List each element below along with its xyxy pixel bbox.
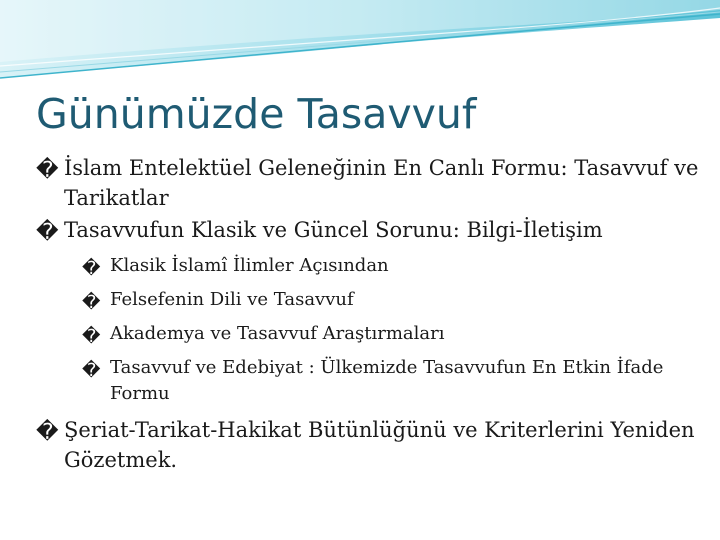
list-item xyxy=(36,153,706,213)
slide-title: Günümüzde Tasavvuf xyxy=(36,90,477,138)
list-item xyxy=(36,415,706,475)
list-item-text: İslam Entelektüel Geleneğinin En Canlı Formu: Tasavvuf ve Tarikatlar xyxy=(64,156,699,210)
bullet-icon: � xyxy=(82,360,101,381)
list-item xyxy=(36,253,706,279)
bullet-icon: � xyxy=(82,258,101,279)
list-item-text: Klasik İslamî İlimler Açısından xyxy=(110,255,389,276)
header-wave-decoration xyxy=(0,0,720,90)
list-item-text: Tasavvuf ve Edebiyat : Ülkemizde Tasavvufun En Etkin İfade Formu xyxy=(110,357,664,404)
bullet-icon: � xyxy=(36,420,59,445)
list-item-text: Şeriat-Tarikat-Hakikat Bütünlüğünü ve Kriterlerini Yeniden Gözetmek. xyxy=(64,418,695,472)
list-item xyxy=(36,287,706,313)
bullet-icon: � xyxy=(36,158,59,183)
list-item-text: Tasavvufun Klasik ve Güncel Sorunu: Bilgi-İletişim xyxy=(64,218,603,242)
list-item xyxy=(36,321,706,347)
list-item-text: Felsefenin Dili ve Tasavvuf xyxy=(110,289,354,310)
list-item xyxy=(36,215,706,245)
bullet-list xyxy=(36,153,706,477)
bullet-icon: � xyxy=(36,220,59,245)
bullet-icon: � xyxy=(82,292,101,313)
list-item-text: Akademya ve Tasavvuf Araştırmaları xyxy=(110,323,445,344)
bullet-icon: � xyxy=(82,326,101,347)
list-item xyxy=(36,355,706,407)
